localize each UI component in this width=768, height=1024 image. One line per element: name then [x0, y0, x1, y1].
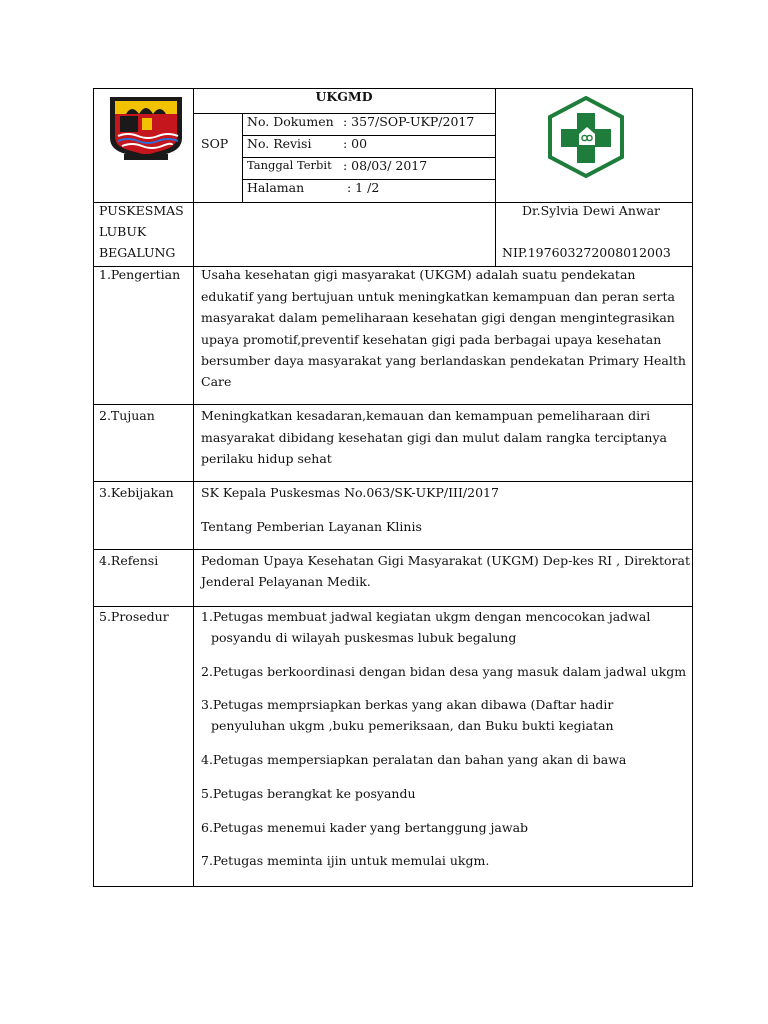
section-label-kebijakan: 3.Kebijakan — [99, 485, 174, 500]
label-column-divider — [193, 88, 194, 887]
meta-label-no-dokumen: No. Dokumen — [247, 114, 334, 129]
pengertian-line: masyarakat dalam pemeliharaan kesehatan gigi dengan mengintegrasikan — [201, 310, 675, 325]
section-label-referensi: 4.Refensi — [99, 553, 159, 568]
pengertian-line: bersumber daya masyarakat yang berlandaskan pendekatan Primary Health — [201, 353, 686, 368]
prosedur-step: 6.Petugas menemui kader yang bertanggung jawab — [201, 820, 529, 835]
kebijakan-line: SK Kepala Puskesmas No.063/SK-UKP/III/2017 — [201, 485, 499, 500]
meta-label-tanggal-terbit: Tanggal Terbit — [247, 158, 332, 172]
sop-column-divider — [242, 113, 243, 203]
pengertian-line: edukatif yang bertujuan untuk meningkatkan kemampuan dan peran serta — [201, 289, 675, 304]
meta-value-no-revisi: : 00 — [343, 136, 368, 151]
prosedur-step: 5.Petugas berangkat ke posyandu — [201, 786, 416, 801]
table-border-top — [93, 88, 693, 89]
org-name-line-3: BEGALUNG — [99, 245, 176, 260]
section-label-pengertian: 1.Pengertian — [99, 267, 181, 282]
signer-nip: NIP.197603272008012003 — [502, 245, 671, 260]
sop-label: SOP — [201, 136, 229, 151]
row-divider-4 — [93, 606, 693, 607]
meta-label-halaman: Halaman — [247, 180, 305, 195]
section-label-tujuan: 2.Tujuan — [99, 408, 155, 423]
referensi-line: Pedoman Upaya Kesehatan Gigi Masyarakat (UKGM) Dep-kes RI , Direktorat — [201, 553, 691, 568]
table-border-right — [692, 88, 693, 887]
prosedur-step-continuation: penyuluhan ukgm ,buku pemeriksaan, dan Buku bukti kegiatan — [211, 718, 614, 733]
prosedur-step: 4.Petugas mempersiapkan peralatan dan bahan yang akan di bawa — [201, 752, 627, 767]
prosedur-step: 3.Petugas memprsiapkan berkas yang akan dibawa (Daftar hadir — [201, 697, 614, 712]
tujuan-line: perilaku hidup sehat — [201, 451, 332, 466]
tujuan-line: masyarakat dibidang kesehatan gigi dan mulut dalam rangka terciptanya — [201, 430, 667, 445]
municipal-crest-logo — [106, 94, 186, 164]
meta-value-no-dokumen: : 357/SOP-UKP/2017 — [343, 114, 475, 129]
puskesmas-logo — [546, 96, 626, 178]
row-divider-1 — [93, 404, 693, 405]
row-divider-2 — [93, 481, 693, 482]
org-name-line-1: PUSKESMAS — [99, 203, 184, 218]
prosedur-step: 1.Petugas membuat jadwal kegiatan ukgm dengan mencocokan jadwal — [201, 609, 651, 624]
kebijakan-line: Tentang Pemberian Layanan Klinis — [201, 519, 422, 534]
prosedur-step: 2.Petugas berkoordinasi dengan bidan desa yang masuk dalam jadwal ukgm — [201, 664, 687, 679]
tujuan-line: Meningkatkan kesadaran,kemauan dan kemampuan pemeliharaan diri — [201, 408, 651, 423]
prosedur-step-continuation: posyandu di wilayah puskesmas lubuk begalung — [211, 630, 517, 645]
pengertian-line: Usaha kesehatan gigi masyarakat (UKGM) adalah suatu pendekatan — [201, 267, 636, 282]
table-border-left — [93, 88, 94, 887]
signer-name: Dr.Sylvia Dewi Anwar — [522, 203, 661, 218]
meta-value-tanggal-terbit: : 08/03/ 2017 — [343, 158, 428, 173]
header-right-divider — [495, 88, 496, 267]
org-name-line-2: LUBUK — [99, 224, 147, 239]
referensi-line: Jenderal Pelayanan Medik. — [201, 574, 371, 589]
pengertian-line: Care — [201, 374, 232, 389]
document-title: UKGMD — [315, 89, 373, 104]
row-divider-3 — [93, 549, 693, 550]
prosedur-step: 7.Petugas meminta ijin untuk memulai ukgm. — [201, 853, 490, 868]
section-label-prosedur: 5.Prosedur — [99, 609, 169, 624]
pengertian-line: upaya promotif,preventif kesehatan gigi pada berbagai upaya kesehatan — [201, 332, 662, 347]
meta-value-halaman: : 1 /2 — [347, 180, 380, 195]
table-border-bottom — [93, 886, 693, 887]
meta-label-no-revisi: No. Revisi — [247, 136, 312, 151]
